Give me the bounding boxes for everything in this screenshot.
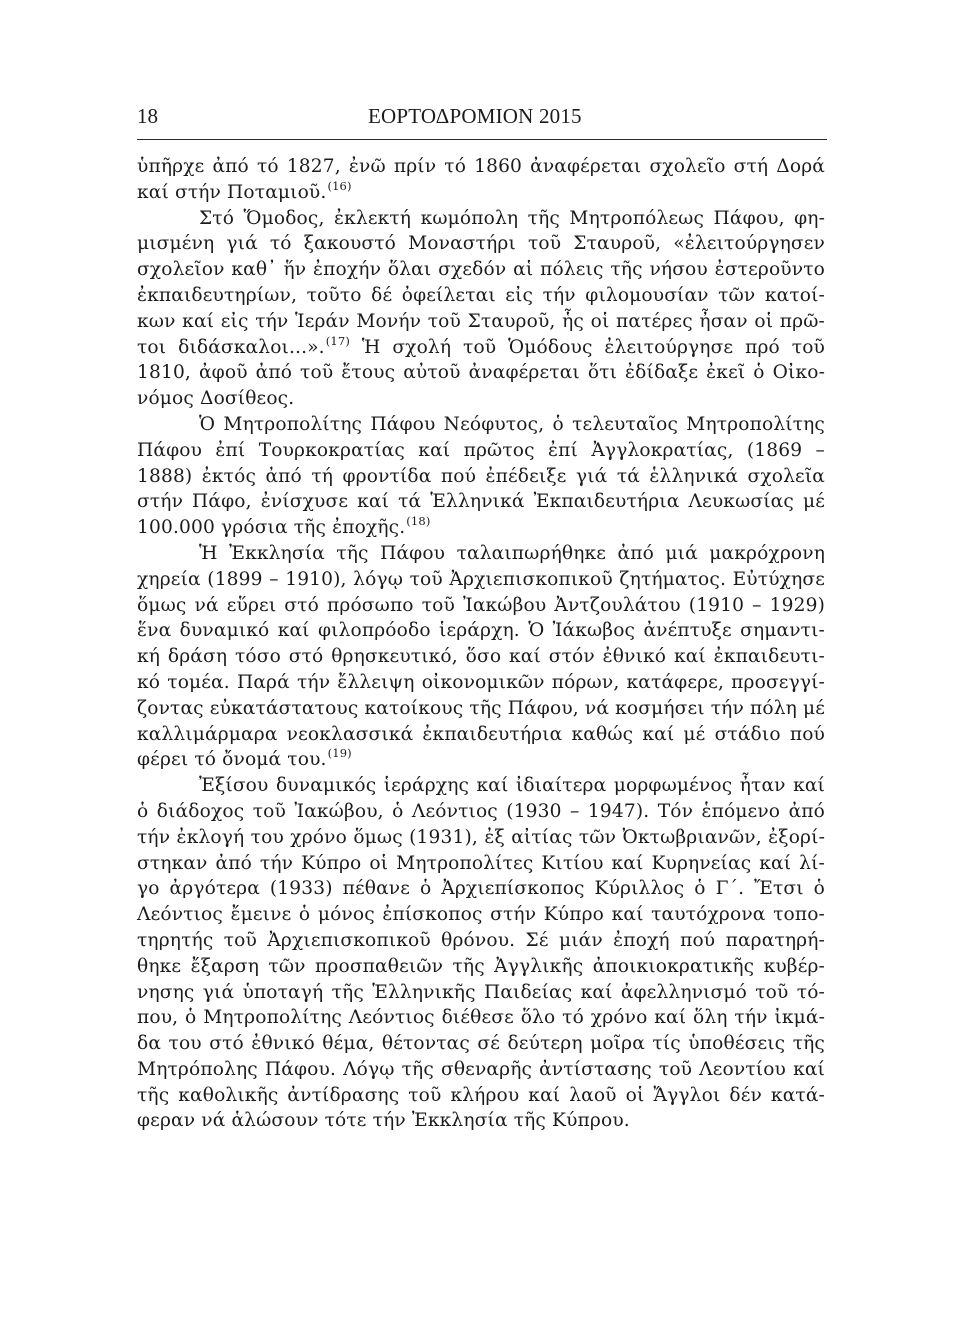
- text-line: στηκαν ἀπό τήν Κύπρο οἱ Μητροπολίτες Κιτίου καί Κυρηνείας καί λί-: [137, 852, 825, 874]
- text-line: χηρεία (1899 – 1910), λόγῳ τοῦ Ἀρχιεπισκοπικοῦ ζητήματος. Εὐτύχησε: [137, 568, 825, 590]
- text-line: [137, 180, 825, 206]
- text-line: κή δράση τόσο στό θρησκευτικό, ὅσο καί στόν ἐθνικό καί ἐκπαιδευτι-: [137, 646, 825, 668]
- text-line: [137, 335, 825, 361]
- text-line: Ἡ Ἐκκλησία τῆς Πάφου ταλαιπωρήθηκε ἀπό μιά μακρόχρονη: [199, 542, 825, 564]
- text-line: Ὁ Μητροπολίτης Πάφου Νεόφυτος, ὁ τελευταῖος Μητροπολίτης: [199, 413, 825, 435]
- text-line: Μητρόπολης Πάφου. Λόγῳ τῆς σθεναρῆς ἀντίστασης τοῦ Λεοντίου καί: [137, 1058, 825, 1080]
- text-line-content: καί στήν Ποταμιοῦ.: [137, 181, 327, 203]
- text-line: νησης γιά ὑποταγή τῆς Ἑλληνικῆς Παιδείας καί ἀφελληνισμό τοῦ τό-: [137, 981, 825, 1003]
- page-header: [137, 100, 827, 132]
- body-text: [137, 154, 825, 1134]
- text-line: Λεόντιος ἔμεινε ὁ μόνος ἐπίσκοπος στήν Κύπρο καί ταυτόχρονα τοπο-: [137, 904, 825, 926]
- text-line: ἕνα δυναμικό καί φιλοπρόοδο ἱεράρχη. Ὁ Ἰάκωβος ἀνέπτυξε σημαντι-: [137, 620, 825, 642]
- text-line: καλλιμάρμαρα νεοκλασσικά ἐκπαιδευτήρια καθώς καί μέ στάδιο πού: [137, 723, 825, 745]
- text-line: ἐκπαιδευτηρίων, τοῦτο δέ ὀφείλεται εἰς τήν φιλομουσίαν τῶν κατοί-: [137, 284, 825, 306]
- text-line: ὅμως νά εὕρει στό πρόσωπο τοῦ Ἰακώβου Ἀντζουλάτου (1910 – 1929): [137, 594, 825, 616]
- text-line: τηρητής τοῦ Ἀρχιεπισκοπικοῦ θρόνου. Σέ μιάν ἐποχή πού παρατηρή-: [137, 929, 825, 951]
- text-line: κό τομέα. Παρά τήν ἔλλειψη οἰκονομικῶν πόρων, κατάφερε, προσεγγί-: [137, 671, 825, 693]
- footnote-ref: (17): [325, 333, 350, 348]
- header-rule: [137, 139, 827, 140]
- text-line: κων καί εἰς τήν Ἱεράν Μονήν τοῦ Σταυροῦ, ἧς οἱ πατέρες ἦσαν οἱ πρῶ-: [137, 310, 825, 332]
- text-line: ὑπῆρχε ἀπό τό 1827, ἐνῶ πρίν τό 1860 ἀναφέρεται σχολεῖο στή Δορά: [137, 156, 825, 177]
- text-line: σχολεῖον καθ᾽ ἥν ἐποχήν ὅλαι σχεδόν αἱ πόλεις τῆς νήσου ἐστεροῦντο: [137, 259, 825, 281]
- text-line: γο ἀργότερα (1933) πέθανε ὁ Ἀρχιεπίσκοπος Κύριλλος ὁ Γ΄. Ἔτσι ὁ: [137, 878, 825, 900]
- text-line: τήν ἐκλογή του χρόνο ὅμως (1931), ἐξ αἰτίας τῶν Ὀκτωβριανῶν, ἐξορί-: [137, 826, 825, 848]
- text-line: μισμένη γιά τό ξακουστό Μοναστήρι τοῦ Σταυροῦ, «ἐλειτούργησεν: [137, 233, 825, 255]
- footnote-ref: (19): [327, 746, 352, 761]
- text-line: φεραν νά ἁλώσουν τότε τήν Ἐκκλησία τῆς Κύπρου.: [137, 1110, 630, 1132]
- text-line-content: 100.000 γρόσια τῆς ἐποχῆς.: [137, 517, 406, 539]
- text-line-content: Ἡ σχολή τοῦ Ὁμόδους ἐλειτούργησε πρό τοῦ: [349, 336, 825, 358]
- text-line: νόμος Δοσίθεος.: [137, 388, 295, 410]
- text-line: που, ὁ Μητροπολίτης Λεόντιος διέθεσε ὅλο τό χρόνο καί ὅλη τήν ἰκμά-: [137, 1007, 825, 1029]
- text-line: Ἐξίσου δυναμικός ἱεράρχης καί ἰδιαίτερα μορφωμένος ἦταν καί: [199, 775, 825, 797]
- text-line: ζοντας εὐκατάστατους κατοίκους τῆς Πάφου, νά κοσμήσει τήν πόλη μέ: [137, 697, 825, 719]
- text-line: Πάφου ἐπί Τουρκοκρατίας καί πρῶτος ἐπί Ἀγγλοκρατίας, (1869 –: [137, 439, 825, 461]
- text-line: στήν Πάφο, ἐνίσχυσε καί τά Ἑλληνικά Ἐκπαιδευτήρια Λευκωσίας μέ: [137, 491, 825, 513]
- text-line-content: τοι διδάσκαλοι...».: [137, 336, 325, 358]
- text-line-content: φέρει τό ὄνομά του.: [137, 749, 327, 771]
- text-line: 1810, ἀφοῦ ἀπό τοῦ ἔτους αὐτοῦ ἀναφέρεται ὅτι ἐδίδαξε ἐκεῖ ὁ Οἰκο-: [137, 362, 825, 384]
- text-line: δα του στό ἐθνικό θέμα, θέτοντας σέ δεύτερη μοῖρα τίς ὑποθέσεις τῆς: [137, 1033, 825, 1055]
- text-line: [137, 747, 825, 773]
- text-line: θηκε ἔξαρση τῶν προσπαθειῶν τῆς Ἀγγλικῆς ἀποικιοκρατικῆς κυβέρ-: [137, 955, 825, 977]
- text-line: τῆς καθολικῆς ἀντίδρασης τοῦ κλήρου καί λαοῦ οἱ Ἄγγλοι δέν κατά-: [137, 1084, 825, 1106]
- footnote-ref: (18): [406, 514, 431, 529]
- text-line: [137, 515, 825, 541]
- page-number: 18: [137, 104, 158, 128]
- running-title: ΕΟΡΤΟΔΡΟΜΙΟΝ 2015: [368, 104, 582, 128]
- footnote-ref: (16): [327, 178, 352, 193]
- text-line: ὁ διάδοχος τοῦ Ἰακώβου, ὁ Λεόντιος (1930 – 1947). Τόν ἑπόμενο ἀπό: [137, 800, 825, 822]
- text-line: 1888) ἐκτός ἀπό τή φροντίδα πού ἐπέδειξε γιά τά ἑλληνικά σχολεῖα: [137, 465, 825, 487]
- text-line: Στό Ὅμοδος, ἐκλεκτή κωμόπολη τῆς Μητροπόλεως Πάφου, φη-: [199, 207, 825, 229]
